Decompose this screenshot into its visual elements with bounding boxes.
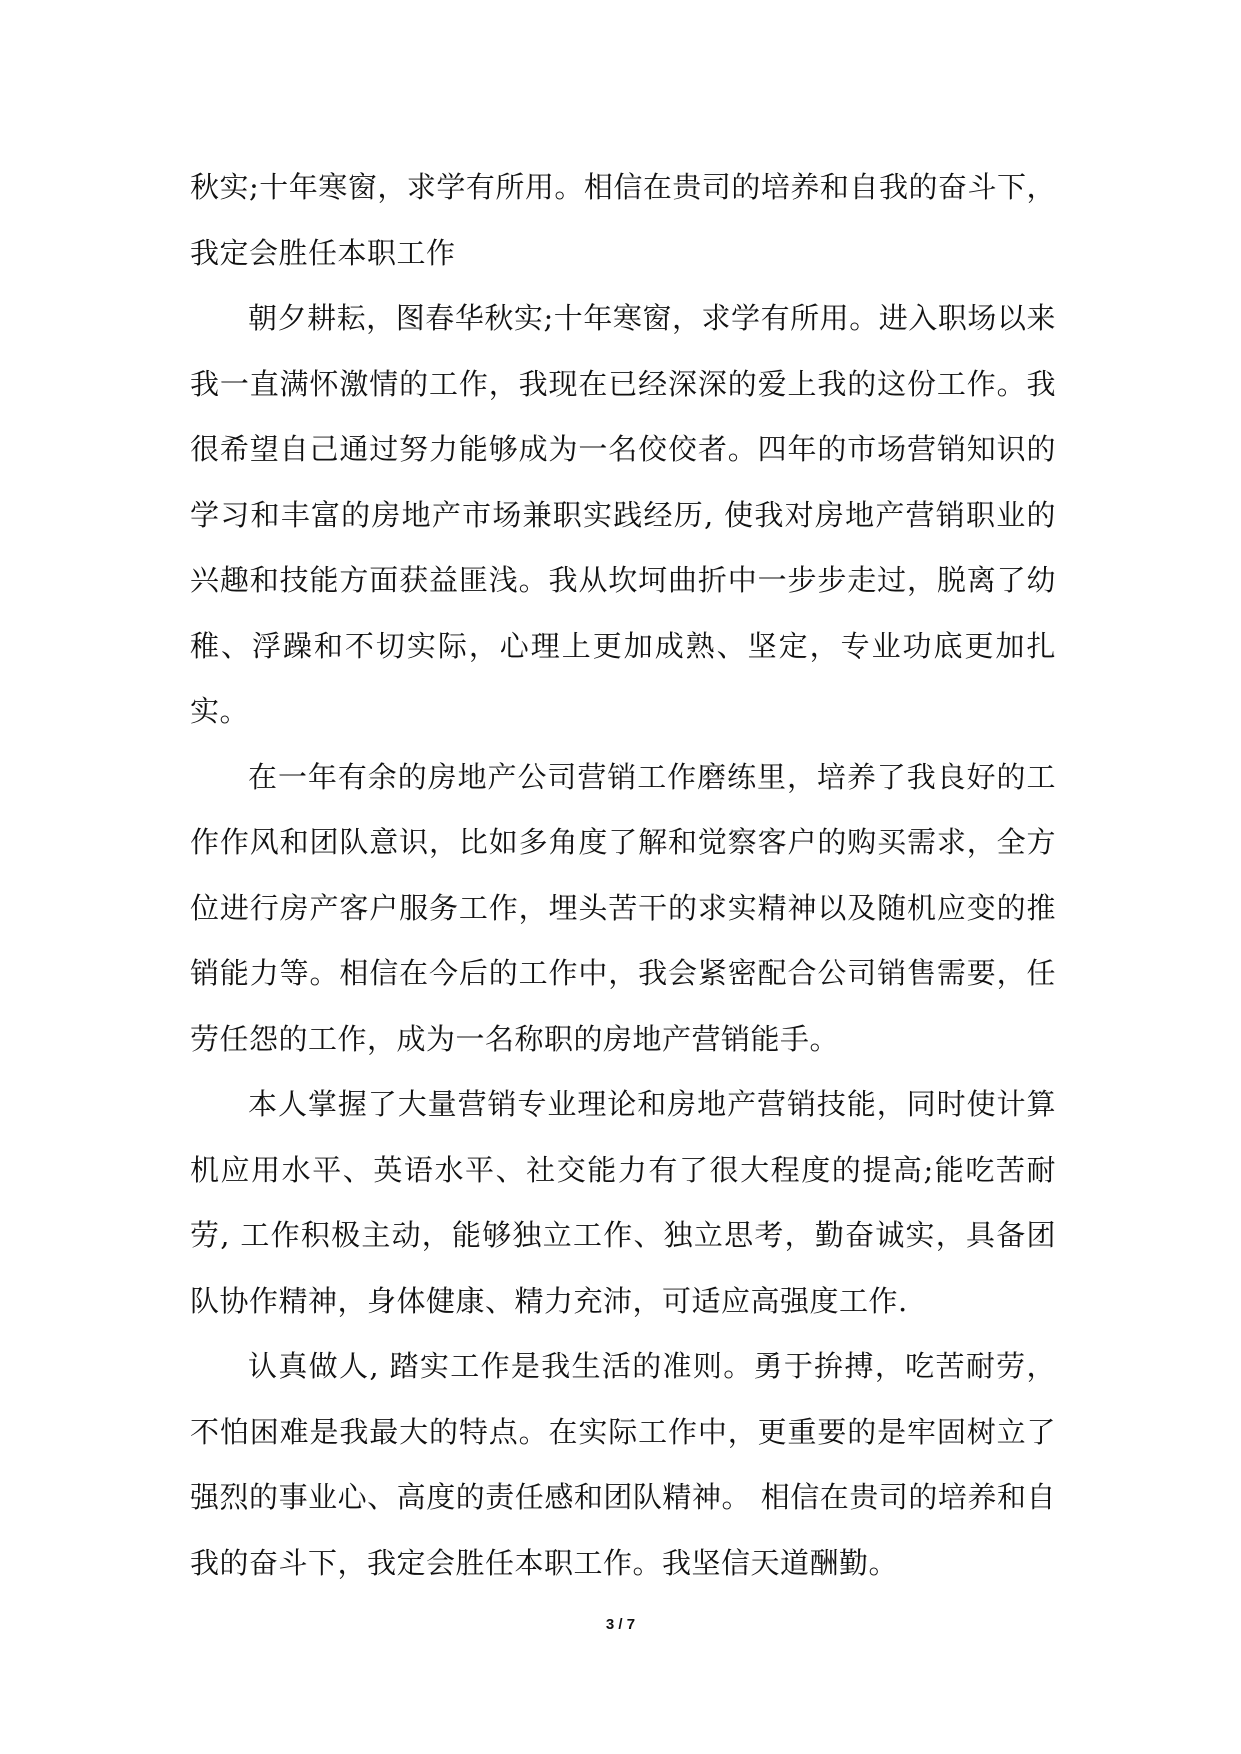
paragraph-1: 秋实;十年寒窗，求学有所用。相信在贵司的培养和自我的奋斗下，我定会胜任本职工作 — [190, 170, 1056, 270]
paragraph-5: 认真做人, 踏实工作是我生活的准则。勇于拚搏，吃苦耐劳，不怕困难是我最大的特点。在实际工作中，更重要的是牢固树立了强烈的事业心、高度的责任感和团队精神。 相信在贵司的培养和自我的奋斗下，我定会胜任本职工作。我坚信天道酬勤。 — [190, 1349, 1056, 1580]
document-body — [190, 155, 1056, 1596]
paragraph-2: 朝夕耕耘，图春华秋实;十年寒窗，求学有所用。进入职场以来我一直满怀激情的工作，我现在已经深深的爱上我的这份工作。我很希望自己通过努力能够成为一名佼佼者。四年的市场营销知识的学习和丰富的房地产市场兼职实践经历, 使我对房地产营销职业的兴趣和技能方面获益匪浅。我从坎坷曲折中一步步走过，脱离了幼稚、浮躁和不切实际，心理上更加成熟、坚定，专业功底更加扎实。 — [190, 301, 1056, 728]
paragraph-3: 在一年有余的房地产公司营销工作磨练里，培养了我良好的工作作风和团队意识，比如多角度了解和觉察客户的购买需求，全方位进行房产客户服务工作，埋头苦干的求实精神以及随机应变的推销能力等。相信在今后的工作中，我会紧密配合公司销售需要，任劳任怨的工作，成为一名称职的房地产营销能手。 — [190, 759, 1056, 1056]
page-number: 3 / 7 — [605, 1616, 636, 1633]
paragraph-4: 本人掌握了大量营销专业理论和房地产营销技能，同时使计算机应用水平、英语水平、社交能力有了很大程度的提高;能吃苦耐劳, 工作积极主动，能够独立工作、独立思考，勤奋诚实，具备团队协作精神，身体健康、精力充沛，可适应高强度工作. — [190, 1087, 1056, 1318]
